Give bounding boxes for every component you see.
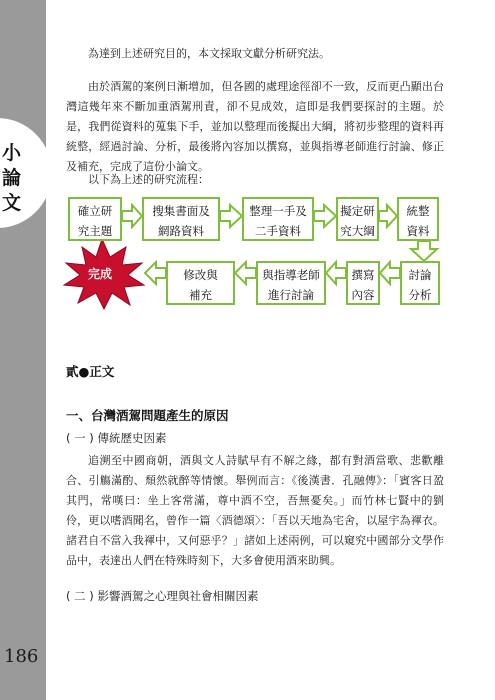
- flow-step-8: [256, 261, 326, 305]
- flow-arrow-1: [122, 205, 142, 227]
- flow-step-3-line1: 整理一手及: [249, 204, 307, 218]
- flow-arrow-4: [379, 205, 397, 227]
- flow-step-9-line1: 修改與: [183, 268, 218, 282]
- flow-step-8-line1: 與指導老師: [262, 268, 320, 282]
- flow-arrow-2: [220, 205, 242, 227]
- intro-text-3: 以下為上述的研究流程：: [88, 173, 209, 186]
- flow-step-1-line1: 確立研: [77, 204, 113, 218]
- flow-step-4: [336, 197, 379, 241]
- flow-step-6: [400, 261, 440, 305]
- flow-step-6-line2: 分析: [408, 288, 432, 302]
- flow-step-6-line1: 討論: [408, 268, 432, 282]
- flow-arrow-6: [326, 262, 346, 284]
- intro-paragraph-3: [66, 170, 444, 190]
- flow-step-7: [346, 261, 380, 305]
- flow-arrow-5: [380, 262, 400, 284]
- flow-step-4-line1: 擬定研: [340, 204, 375, 218]
- intro-paragraph-2: [66, 77, 444, 177]
- flow-step-1-line2: 究主題: [77, 224, 113, 238]
- flow-step-8-line2: 進行討論: [268, 288, 314, 302]
- flow-arrow-7: [235, 262, 256, 284]
- flow-step-3-line2: 二手資料: [255, 224, 301, 238]
- side-strip: [0, 0, 46, 700]
- flow-step-5: [397, 197, 439, 241]
- section-title: 貳●正文: [66, 364, 115, 379]
- flow-step-5-line2: 資料: [406, 224, 430, 238]
- side-char-3: 文: [2, 192, 22, 214]
- subheading-history: ( 一 ) 傳統歷史因素: [66, 431, 167, 445]
- done-label: 完成: [88, 267, 113, 281]
- flow-step-3: [242, 197, 314, 241]
- flow-arrow-down: [411, 241, 437, 261]
- history-text: 追溯至中國商朝，酒與文人詩賦早有不解之緣，都有對酒當歌、悲歡離合、引觴滿酌、頹然就醉等情懷。舉例而言：《後漢書．孔融傳》：「賓客日盈其門，常嘆曰：坐上客常滿，尊中酒不空，吾無憂矣。」而竹林七賢中的劉伶，更以嗜酒聞名，曾作一篇〈酒德頌〉：「吾以天地為宅舍，以屋宇為褌衣。諸君自不當入我褌中，又何惡乎？」諸如上述兩例，可以窺究中國部分文學作品中，表達出人們在特殊時刻下，大多會使用酒來助興。: [66, 454, 444, 567]
- history-paragraph: [66, 451, 444, 571]
- side-char-2: 論: [2, 167, 22, 189]
- flow-step-4-line2: 究大綱: [340, 224, 375, 238]
- intro-paragraph-1: [66, 44, 444, 64]
- intro-text-2: 由於酒駕的案例日漸增加，但各國的處理途徑卻不一致，反而更凸顯出台灣這幾年來不斷加重酒駕刑責，卻不見成效，這即是我們要探討的主題。於是，我們從資料的蒐集下手，並加以整理而後擬出大綱，將初步整理的資料再統整，經過討論、分析，最後將內容加以撰寫，並與指導老師進行討論、修正及補充，完成了這份小論文。: [66, 80, 444, 173]
- flow-step-2-line1: 搜集書面及: [152, 204, 210, 218]
- flow-step-1: [68, 197, 122, 241]
- flow-step-2: [142, 197, 220, 241]
- subheading-psychology: ( 二 ) 影響酒駕之心理與社會相關因素: [66, 589, 259, 603]
- flow-step-9: [166, 261, 235, 305]
- flow-step-7-line2: 內容: [351, 288, 375, 302]
- heading-causes: 一、台灣酒駕問題產生的原因: [66, 408, 229, 423]
- flow-step-5-line1: 統整: [406, 204, 430, 218]
- flow-step-7-line1: 撰寫: [351, 268, 375, 282]
- flow-arrow-3: [314, 205, 336, 227]
- flow-arrow-8: [145, 262, 166, 284]
- research-flow-chart: [60, 189, 450, 313]
- side-char-1: 小: [2, 142, 22, 164]
- intro-text-1: 為達到上述研究目的，本文採取文獻分析研究法。: [88, 47, 330, 60]
- flow-step-2-line2: 網路資料: [158, 224, 204, 238]
- flow-step-9-line2: 補充: [189, 288, 212, 302]
- page-number: 186: [4, 646, 39, 667]
